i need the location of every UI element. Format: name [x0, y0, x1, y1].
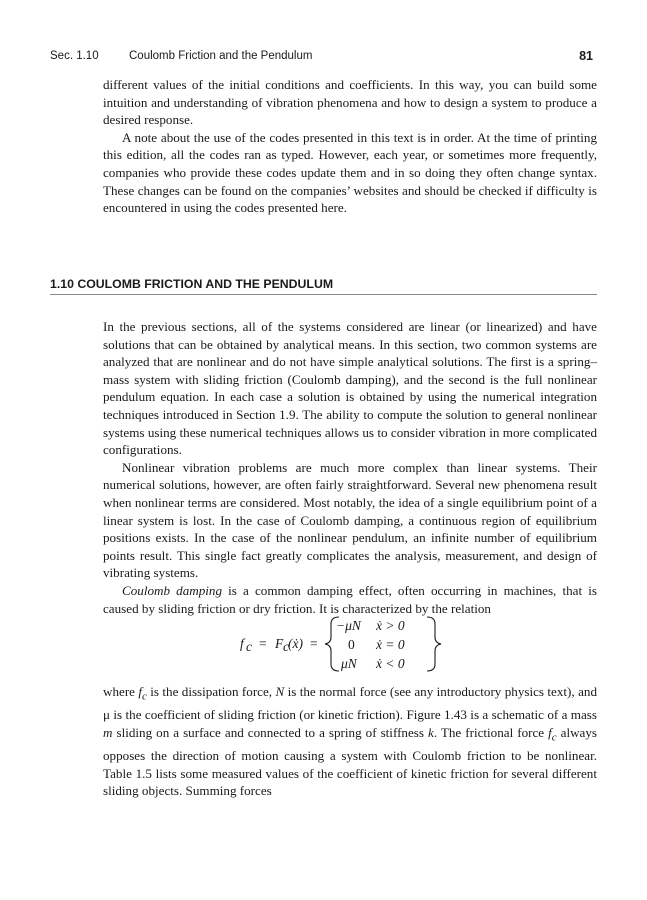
- eq-row-1-value: −μN: [336, 618, 361, 633]
- section-paragraph-1: In the previous sections, all of the systems considered are linear (or linearized) and have solutions that can be obtained by analytical means. In this section, two common systems are analyzed that are nonlinear and do not have simple analytical solutions. The first is a spring–mass system with sliding friction (Coulomb damping), and the second is the full nonlinear pendulum equation. In each case a solution is obtained by using the numerical integration techniques introduced in Section 1.9. The ability to compute the solution to general nonlinear systems using these numerical techniques allows us to consider vibration in more complicated configurations.: [103, 319, 597, 458]
- symbol-m: m: [103, 724, 113, 740]
- page-number: 81: [579, 49, 593, 63]
- eq-row-2-value: 0: [348, 637, 355, 652]
- after-equation-paragraph: [103, 683, 597, 800]
- symbol-f-subscript: c: [142, 690, 147, 703]
- symbol-N: N: [275, 684, 285, 699]
- eq-function: F: [275, 636, 284, 651]
- symbol-k: k: [428, 724, 434, 740]
- after-text-6: . The frictional force: [433, 724, 549, 740]
- intro-paragraph-1: different values of the initial conditions and coefficients. In this way, you can build some intuition and understanding of vibration phenomena and how to design a system to produce a desired response.: [103, 77, 597, 128]
- eq-row-2-condition: ẋ = 0: [376, 637, 405, 652]
- symbol-f-2: f: [548, 724, 552, 740]
- section-paragraph-2: Nonlinear vibration problems are much more complex than linear systems. Their numerical solutions, however, are often fairly straightforward. Several new phenomena result when nonlinear terms are considered. Most notably, the idea of a single equilibrium point of a linear system is lost. In the case of Coulomb damping, a continuous region of equilibrium positions exists. In the case of the nonlinear pendulum, an infinite number of equilibrium points result. This single fact greatly complicates the analysis, measurement, and design of vibrating systems.: [103, 459, 597, 581]
- right-brace: [427, 617, 441, 671]
- intro-paragraph-2: A note about the use of the codes presented in this text is in order. At the time of printing this edition, all the codes ran as typed. However, each year, or sometimes more frequently, companies who provide these codes update them and in so doing they often change syntax. These changes can be found on the companies’ websites and should be checked if difficulty is encountered in using the codes presented here.: [103, 129, 597, 216]
- eq-lhs-subscript: c: [246, 639, 252, 654]
- eq-function-argument: (ẋ): [288, 636, 303, 651]
- eq-lhs: f: [240, 636, 244, 651]
- header-section-title: Coulomb Friction and the Pendulum: [129, 50, 313, 62]
- eq-equals-2: =: [310, 636, 318, 651]
- symbol-f: f: [138, 684, 143, 699]
- eq-row-3-condition: ẋ < 0: [376, 656, 405, 671]
- coulomb-friction-equation: [240, 613, 450, 673]
- symbol-mu: μ: [103, 707, 111, 723]
- symbol-f-2-subscript: c: [551, 731, 557, 744]
- after-text-4: is the coefficient of sliding friction (or kinetic friction). Figure 1.43 is a schematic of a mass: [110, 707, 597, 723]
- eq-row-3-value: μN: [341, 656, 357, 671]
- after-text-2: is the dissipation force,: [146, 684, 276, 699]
- section-body: [103, 318, 597, 617]
- header-section-number: Sec. 1.10: [50, 50, 99, 62]
- after-text-7: always opposes the direction of motion causing a system with Coulomb friction to be nonlinear. Table 1.5 lists some measured values of the coefficient of kinetic friction for several different sliding objects. Summing forces: [103, 724, 597, 799]
- running-header: [50, 46, 597, 66]
- after-text-5: sliding on a surface and connected to a spring of stiffness: [112, 724, 428, 740]
- eq-row-1-condition: ẋ > 0: [376, 618, 405, 633]
- eq-function-subscript: c: [283, 639, 289, 654]
- after-text-3: is the normal force (see any introductory physics text), and: [284, 684, 597, 699]
- after-text-1: where: [103, 684, 139, 699]
- term-coulomb-damping: Coulomb damping: [122, 582, 222, 598]
- intro-block: [103, 76, 597, 217]
- section-heading: 1.10 COULOMB FRICTION AND THE PENDULUM: [50, 277, 597, 295]
- section-paragraph-3: [103, 582, 597, 617]
- section-paragraph-3-text: is a common damping effect, often occurring in machines, that is caused by sliding friction or dry friction. It is characterized by the relation: [103, 582, 597, 616]
- eq-equals-1: =: [259, 636, 267, 651]
- after-equation-block: [103, 683, 597, 800]
